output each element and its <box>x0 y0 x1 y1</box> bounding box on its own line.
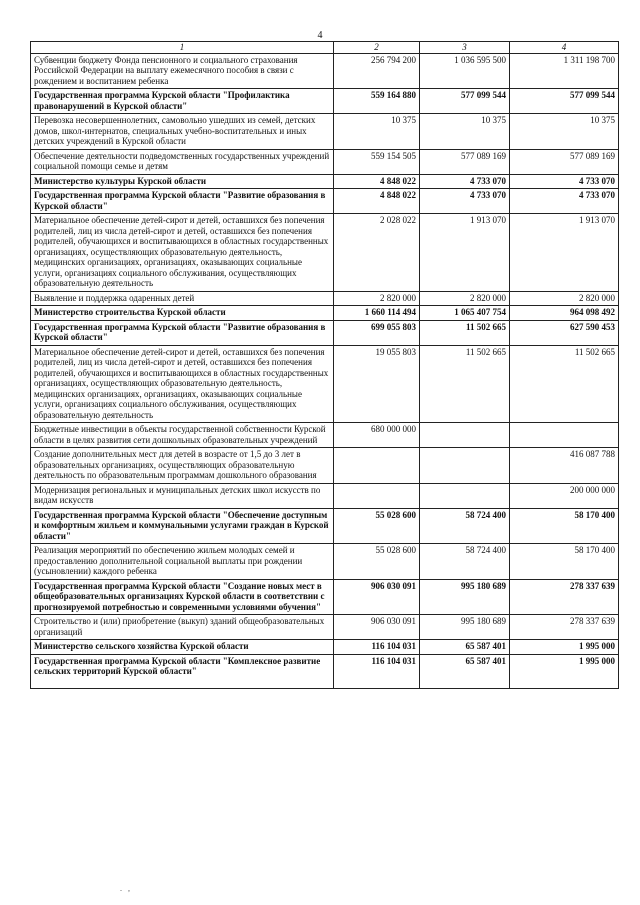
value-col-2: 10 375 <box>334 114 420 150</box>
value-col-3: 65 587 401 <box>420 654 510 688</box>
value-col-3: 2 820 000 <box>420 291 510 306</box>
row-name: Государственная программа Курской области "Развитие образования в Курской области" <box>31 189 334 214</box>
value-col-4: 577 089 169 <box>510 149 619 174</box>
row-name: Строительство и (или) приобретение (выкуп) зданий общеобразовательных организаций <box>31 615 334 640</box>
column-number-header: 2 <box>334 42 420 54</box>
value-col-2: 2 820 000 <box>334 291 420 306</box>
value-col-4: 10 375 <box>510 114 619 150</box>
row-name: Государственная программа Курской области "Создание новых мест в общеобразовательных организациях Курской области в соответствии с прогнозируемой потребностью и современными условиями обучения" <box>31 579 334 615</box>
value-col-2: 55 028 600 <box>334 544 420 580</box>
row-name: Министерство культуры Курской области <box>31 174 334 189</box>
value-col-3: 577 099 544 <box>420 89 510 114</box>
value-col-2: 4 848 022 <box>334 189 420 214</box>
column-number-header: 3 <box>420 42 510 54</box>
row-name: Реализация мероприятий по обеспечению жильем молодых семей и предоставлению дополнительной социальной выплаты при рождении (усыновлении) каждого ребенка <box>31 544 334 580</box>
value-col-4: 2 820 000 <box>510 291 619 306</box>
value-col-3 <box>420 483 510 508</box>
table-row <box>31 114 619 150</box>
scan-artifact: . , <box>120 884 130 893</box>
row-name: Государственная программа Курской области "Развитие образования в Курской области" <box>31 320 334 345</box>
column-number-header: 1 <box>31 42 334 54</box>
table-row <box>31 654 619 688</box>
row-name: Материальное обеспечение детей-сирот и детей, оставшихся без попечения родителей, лиц из числа детей-сирот и детей, оставшихся без попечения родителей, обучающихся и воспитывающихся в областных государственных организациях, осуществляющих образовательную деятельность, медицинских организациях, организациях, оказывающих социальные услуги, организациях социального обслуживания, осуществляющих образовательную деятельность <box>31 345 334 423</box>
value-col-4: 58 170 400 <box>510 508 619 544</box>
value-col-3: 577 089 169 <box>420 149 510 174</box>
value-col-4: 58 170 400 <box>510 544 619 580</box>
value-col-3: 1 036 595 500 <box>420 53 510 89</box>
row-name: Выявление и поддержка одаренных детей <box>31 291 334 306</box>
table-row <box>31 615 619 640</box>
value-col-2: 680 000 000 <box>334 423 420 448</box>
row-name: Субвенции бюджету Фонда пенсионного и социального страхования Российской Федерации на выплату ежемесячного пособия в связи с рождением и воспитанием ребенка <box>31 53 334 89</box>
value-col-2: 4 848 022 <box>334 174 420 189</box>
value-col-2: 2 028 022 <box>334 214 420 292</box>
value-col-4: 11 502 665 <box>510 345 619 423</box>
value-col-4: 964 098 492 <box>510 306 619 321</box>
value-col-4: 4 733 070 <box>510 174 619 189</box>
value-col-4: 278 337 639 <box>510 579 619 615</box>
value-col-3: 58 724 400 <box>420 508 510 544</box>
value-col-3: 10 375 <box>420 114 510 150</box>
table-row <box>31 508 619 544</box>
value-col-4: 1 995 000 <box>510 654 619 688</box>
table-row <box>31 291 619 306</box>
value-col-3 <box>420 423 510 448</box>
value-col-3: 58 724 400 <box>420 544 510 580</box>
value-col-3: 995 180 689 <box>420 615 510 640</box>
table-row <box>31 53 619 89</box>
value-col-3: 995 180 689 <box>420 579 510 615</box>
value-col-2: 699 055 803 <box>334 320 420 345</box>
table-row <box>31 579 619 615</box>
value-col-3: 1 065 407 754 <box>420 306 510 321</box>
value-col-3: 4 733 070 <box>420 189 510 214</box>
table-row <box>31 345 619 423</box>
value-col-3: 1 913 070 <box>420 214 510 292</box>
value-col-4: 1 311 198 700 <box>510 53 619 89</box>
value-col-2 <box>334 448 420 484</box>
value-col-4: 416 087 788 <box>510 448 619 484</box>
table-row <box>31 320 619 345</box>
value-col-2: 559 164 880 <box>334 89 420 114</box>
budget-table <box>30 41 619 689</box>
value-col-2: 906 030 091 <box>334 615 420 640</box>
table-row <box>31 174 619 189</box>
value-col-4: 1 913 070 <box>510 214 619 292</box>
row-name: Создание дополнительных мест для детей в возрасте от 1,5 до 3 лет в образовательных организациях, осуществляющих образовательную деятельность по образовательным программам дошкольного образования <box>31 448 334 484</box>
table-row <box>31 214 619 292</box>
table-row <box>31 544 619 580</box>
table-row <box>31 640 619 655</box>
value-col-3: 11 502 665 <box>420 345 510 423</box>
table-row <box>31 149 619 174</box>
table-row <box>31 306 619 321</box>
value-col-2: 116 104 031 <box>334 640 420 655</box>
row-name: Материальное обеспечение детей-сирот и детей, оставшихся без попечения родителей, лиц из числа детей-сирот и детей, оставшихся без попечения родителей, обучающихся и воспитывающихся в областных государственных организациях, осуществляющих образовательную деятельность, медицинских организациях, организациях, оказывающих социальные услуги, организациях социального обслуживания, осуществляющих образовательную деятельность <box>31 214 334 292</box>
value-col-2: 116 104 031 <box>334 654 420 688</box>
table-row <box>31 89 619 114</box>
row-name: Государственная программа Курской области "Комплексное развитие сельских территорий Курской области" <box>31 654 334 688</box>
value-col-4: 278 337 639 <box>510 615 619 640</box>
value-col-2: 559 154 505 <box>334 149 420 174</box>
table-row <box>31 189 619 214</box>
row-name: Государственная программа Курской области "Профилактика правонарушений в Курской области" <box>31 89 334 114</box>
value-col-4: 1 995 000 <box>510 640 619 655</box>
row-name: Бюджетные инвестиции в объекты государственной собственности Курской области в целях развития сети дошкольных образовательных учреждений <box>31 423 334 448</box>
row-name: Обеспечение деятельности подведомственных государственных учреждений социальной помощи семье и детям <box>31 149 334 174</box>
row-name: Перевозка несовершеннолетних, самовольно ушедших из семей, детских домов, школ-интернатов, специальных учебно-воспитательных и иных детских учреждений в Курской области <box>31 114 334 150</box>
value-col-2 <box>334 483 420 508</box>
page-number: 4 <box>317 30 323 41</box>
column-number-header: 4 <box>510 42 619 54</box>
value-col-4: 577 099 544 <box>510 89 619 114</box>
table-row <box>31 423 619 448</box>
value-col-2: 256 794 200 <box>334 53 420 89</box>
value-col-4: 200 000 000 <box>510 483 619 508</box>
value-col-4: 627 590 453 <box>510 320 619 345</box>
value-col-3 <box>420 448 510 484</box>
column-number-row <box>31 42 619 54</box>
row-name: Министерство строительства Курской области <box>31 306 334 321</box>
value-col-2: 906 030 091 <box>334 579 420 615</box>
value-col-3: 11 502 665 <box>420 320 510 345</box>
value-col-3: 65 587 401 <box>420 640 510 655</box>
value-col-4 <box>510 423 619 448</box>
value-col-3: 4 733 070 <box>420 174 510 189</box>
row-name: Министерство сельского хозяйства Курской области <box>31 640 334 655</box>
table-row <box>31 483 619 508</box>
row-name: Государственная программа Курской области "Обеспечение доступным и комфортным жильем и коммунальными услугами граждан в Курской области" <box>31 508 334 544</box>
value-col-4: 4 733 070 <box>510 189 619 214</box>
value-col-2: 19 055 803 <box>334 345 420 423</box>
value-col-2: 55 028 600 <box>334 508 420 544</box>
row-name: Модернизация региональных и муниципальных детских школ искусств по видам искусств <box>31 483 334 508</box>
value-col-2: 1 660 114 494 <box>334 306 420 321</box>
table-row <box>31 448 619 484</box>
